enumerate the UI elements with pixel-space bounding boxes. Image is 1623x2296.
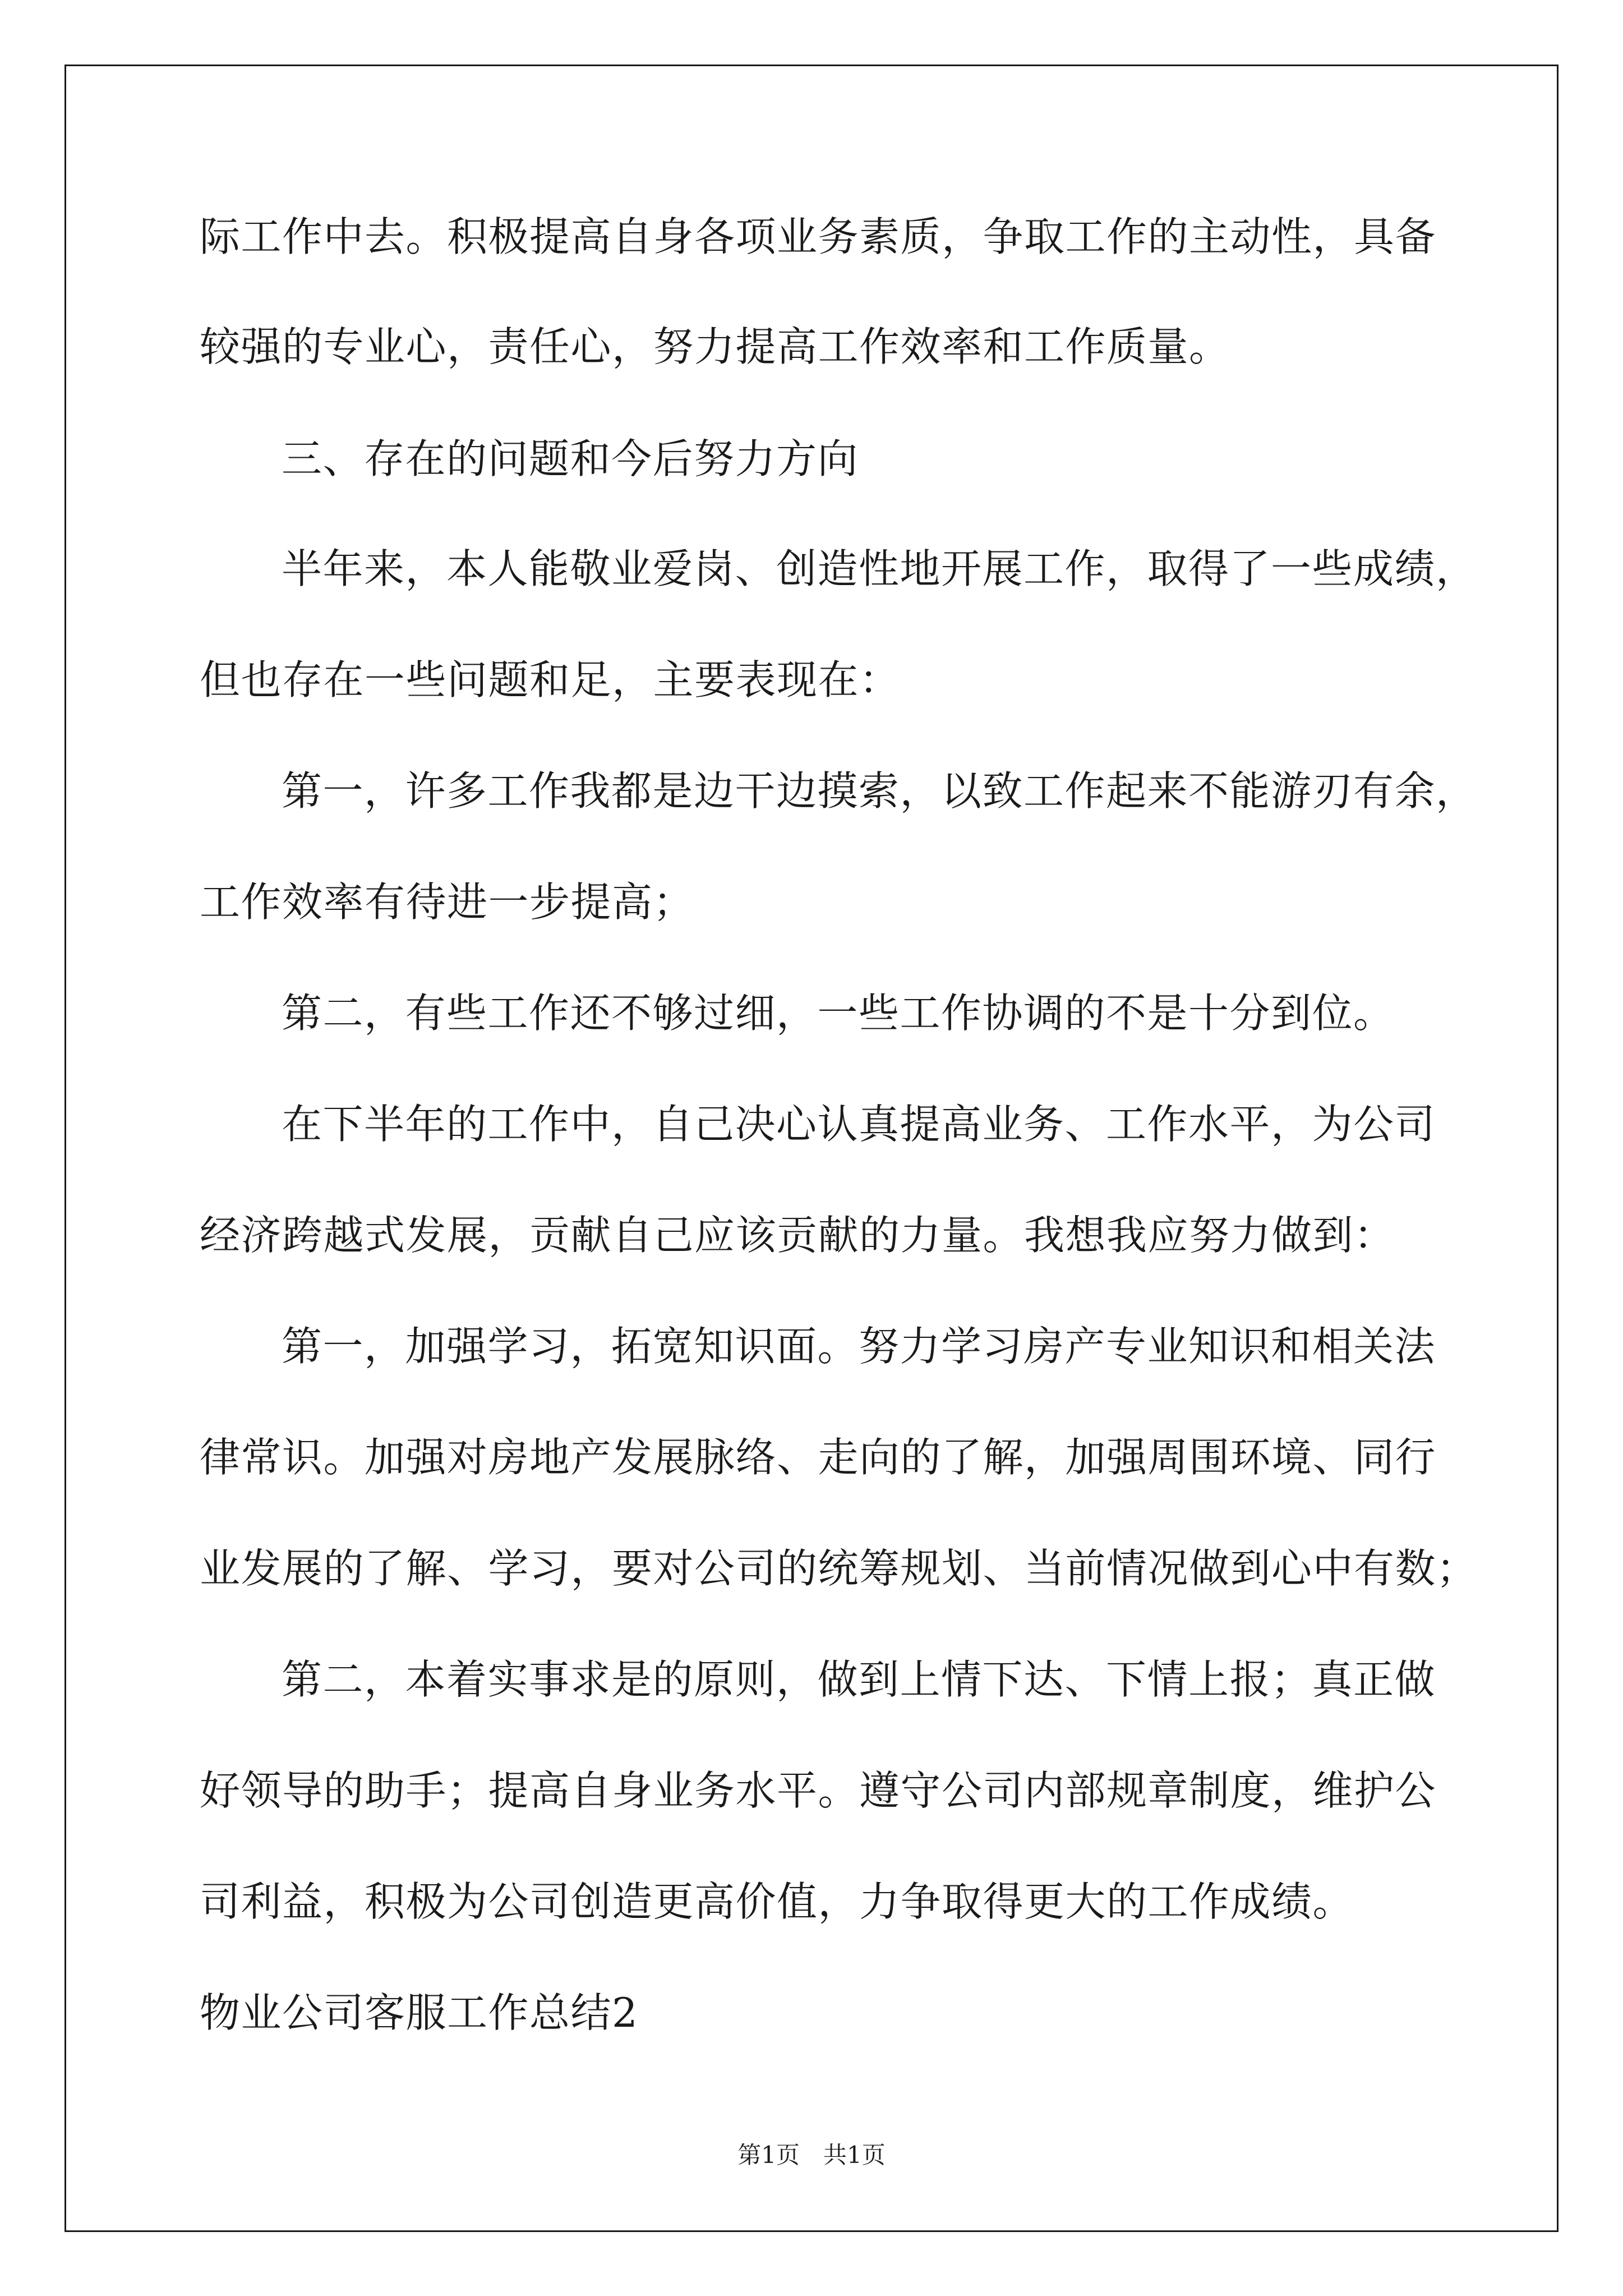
paragraph-line: 第一，加强学习，拓宽知识面。努力学习房产专业知识和相关法	[282, 1323, 1436, 1370]
paragraph-line: 第二，本着实事求是的原则，做到上情下达、下情上报；真正做	[282, 1656, 1436, 1703]
paragraph-line: 第一，许多工作我都是边干边摸索，以致工作起来不能游刃有余，	[282, 767, 1477, 815]
paragraph-line: 经济跨越式发展，贡献自己应该贡献的力量。我想我应努力做到：	[200, 1212, 1395, 1259]
page-number: 第1页 共1页	[737, 2141, 886, 2169]
paragraph-line: 业发展的了解、学习，要对公司的统筹规划、当前情况做到心中有数；	[200, 1545, 1478, 1592]
paragraph-line: 工作效率有待进一步提高；	[200, 878, 695, 926]
document-title: 物业公司客服工作总结2	[200, 1989, 639, 2036]
section-heading: 三、存在的问题和今后努力方向	[282, 435, 859, 482]
paragraph-line: 律常识。加强对房地产发展脉络、走向的了解，加强周围环境、同行	[200, 1434, 1437, 1481]
paragraph-line: 际工作中去。积极提高自身各项业务素质，争取工作的主动性，具备	[200, 213, 1437, 260]
paragraph-line: 好领导的助手；提高自身业务水平。遵守公司内部规章制度，维护公	[200, 1767, 1437, 1814]
paragraph-line: 但也存在一些问题和足，主要表现在：	[200, 656, 901, 703]
paragraph-line: 司利益，积极为公司创造更高价值，力争取得更大的工作成绩。	[200, 1878, 1354, 1925]
paragraph-line: 较强的专业心，责任心，努力提高工作效率和工作质量。	[200, 323, 1230, 370]
paragraph-line: 第二，有些工作还不够过细，一些工作协调的不是十分到位。	[282, 990, 1395, 1037]
paragraph-line: 在下半年的工作中，自己决心认真提高业务、工作水平，为公司	[282, 1101, 1436, 1148]
paragraph-line: 半年来，本人能敬业爱岗、创造性地开展工作，取得了一些成绩，	[282, 545, 1477, 592]
page-footer	[0, 2138, 1623, 2172]
